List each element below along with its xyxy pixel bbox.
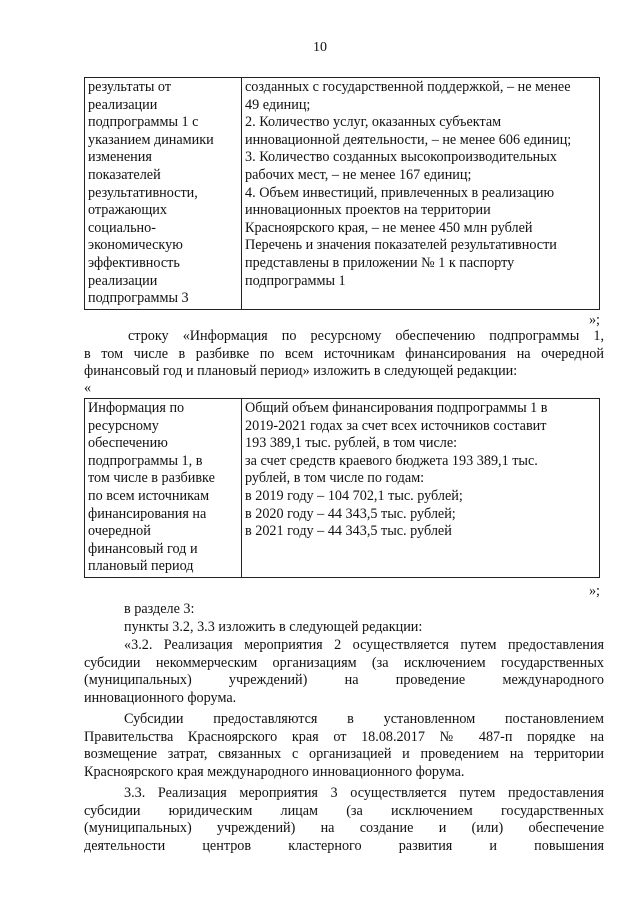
text-line: деятельности центров кластерного развития и повышения (84, 837, 604, 854)
paragraph-instruction (84, 328, 604, 381)
label-line: по всем источникам (88, 487, 210, 504)
label-line: изменения (88, 149, 152, 166)
value-line: созданных с государственной поддержкой, – не менее (245, 79, 571, 95)
text-line: «3.2. Реализация мероприятия 2 осуществляется путем предоставления (124, 637, 604, 653)
points-line: пункты 3.2, 3.3 изложить в следующей редакции: (124, 619, 423, 635)
label-line: подпрограммы 1 с (88, 114, 199, 131)
text-line: Правительства Красноярского края от 18.08.2017 № 487-п порядке на (84, 728, 604, 745)
value-line: 49 единиц; (245, 96, 311, 113)
value-line: 2. Количество услуг, оказанных субъектам (245, 114, 502, 131)
text-line: строку «Информация по ресурсному обеспечению подпрограммы 1, (128, 328, 604, 344)
paragraph-3-3 (84, 785, 604, 855)
label-line: Информация по (88, 400, 185, 416)
paragraph-3-2 (84, 637, 604, 707)
label-line: очередной (88, 523, 151, 540)
label-line: подпрограммы 3 (88, 290, 189, 307)
label-line: финансирования на (88, 505, 207, 522)
label-line: отражающих (88, 202, 167, 219)
label-line: показателей (88, 166, 161, 183)
label-line: результаты от (88, 79, 172, 95)
page-number: 10 (313, 40, 327, 55)
label-line: реализации (88, 272, 158, 289)
value-line: в 2020 году – 44 343,5 тыс. рублей; (245, 505, 456, 522)
value-line: в 2021 году – 44 343,5 тыс. рублей (245, 523, 452, 540)
paragraph-subsidy (84, 711, 604, 781)
text-line: (муниципальных) учреждений) на создание и (или) обеспечение (84, 820, 604, 837)
closing-quote: »; (588, 583, 600, 599)
text-line: инновационного форума. (84, 689, 237, 706)
text-line: (муниципальных) учреждений) на проведение международного (84, 672, 604, 689)
label-line: экономическую (88, 237, 183, 254)
label-line: подпрограммы 1, в (88, 452, 203, 469)
value-line: инновационной деятельности, – не менее 606 единиц; (245, 131, 572, 148)
table-row (85, 399, 600, 578)
row-label-cell (85, 78, 242, 310)
text-line: в том числе в разбивке по всем источникам финансирования на очередной (84, 345, 604, 362)
table-row (85, 78, 600, 310)
text-line: субсидии юридическим лицам (за исключением государственных (84, 802, 604, 819)
row-value-cell (242, 78, 600, 310)
row-value-cell (242, 399, 600, 578)
value-line: Красноярского края, – не менее 450 млн рублей (245, 219, 533, 236)
passport-table-resources (84, 398, 600, 578)
value-line: за счет средств краевого бюджета 193 389,1 тыс. (245, 452, 538, 469)
passport-table-results (84, 77, 600, 310)
label-line: ресурсному (88, 417, 159, 434)
label-line: социально- (88, 219, 156, 236)
value-line: рублей, в том числе по годам: (245, 470, 425, 487)
label-line: эффективность (88, 254, 180, 271)
text-line: возмещение затрат, связанных с организацией и проведением на территории (84, 746, 604, 763)
value-line: 2019-2021 годах за счет всех источников составит (245, 417, 547, 434)
value-line: 193 389,1 тыс. рублей, в том числе: (245, 435, 458, 452)
value-line: 3. Количество созданных высокопроизводительных (245, 149, 557, 166)
text-line: Красноярского края международного инновационного форума. (84, 763, 465, 780)
section-heading: в разделе 3: (124, 601, 195, 617)
value-line: Перечень и значения показателей результативности (245, 237, 557, 254)
text-line: финансовый год и плановый период» изложить в следующей редакции: (84, 363, 518, 380)
text-line: субсидии некоммерческим организациям (за исключением государственных (84, 654, 604, 671)
value-line: представлены в приложении № 1 к паспорту (245, 254, 515, 271)
label-line: указанием динамики (88, 131, 214, 148)
label-line: плановый период (88, 558, 194, 575)
value-line: Общий объем финансирования подпрограммы 1 в (245, 400, 548, 416)
value-line: в 2019 году – 104 702,1 тыс. рублей; (245, 487, 463, 504)
row-label-cell (85, 399, 242, 578)
label-line: том числе в разбивке (88, 470, 215, 487)
label-line: обеспечению (88, 435, 168, 452)
value-line: подпрограммы 1 (245, 272, 346, 289)
text-line: Субсидии предоставляются в установленном постановлением (124, 711, 604, 727)
text-line: 3.3. Реализация мероприятия 3 осуществляется путем предоставления (124, 785, 604, 801)
value-line: рабочих мест, – не менее 167 единиц; (245, 166, 472, 183)
opening-quote: « (84, 380, 92, 396)
label-line: финансовый год и (88, 540, 198, 557)
label-line: реализации (88, 96, 158, 113)
value-line: инновационных проектов на территории (245, 202, 491, 219)
value-line: 4. Объем инвестиций, привлеченных в реализацию (245, 184, 555, 201)
closing-quote: »; (588, 312, 600, 328)
label-line: результативности, (88, 184, 198, 201)
